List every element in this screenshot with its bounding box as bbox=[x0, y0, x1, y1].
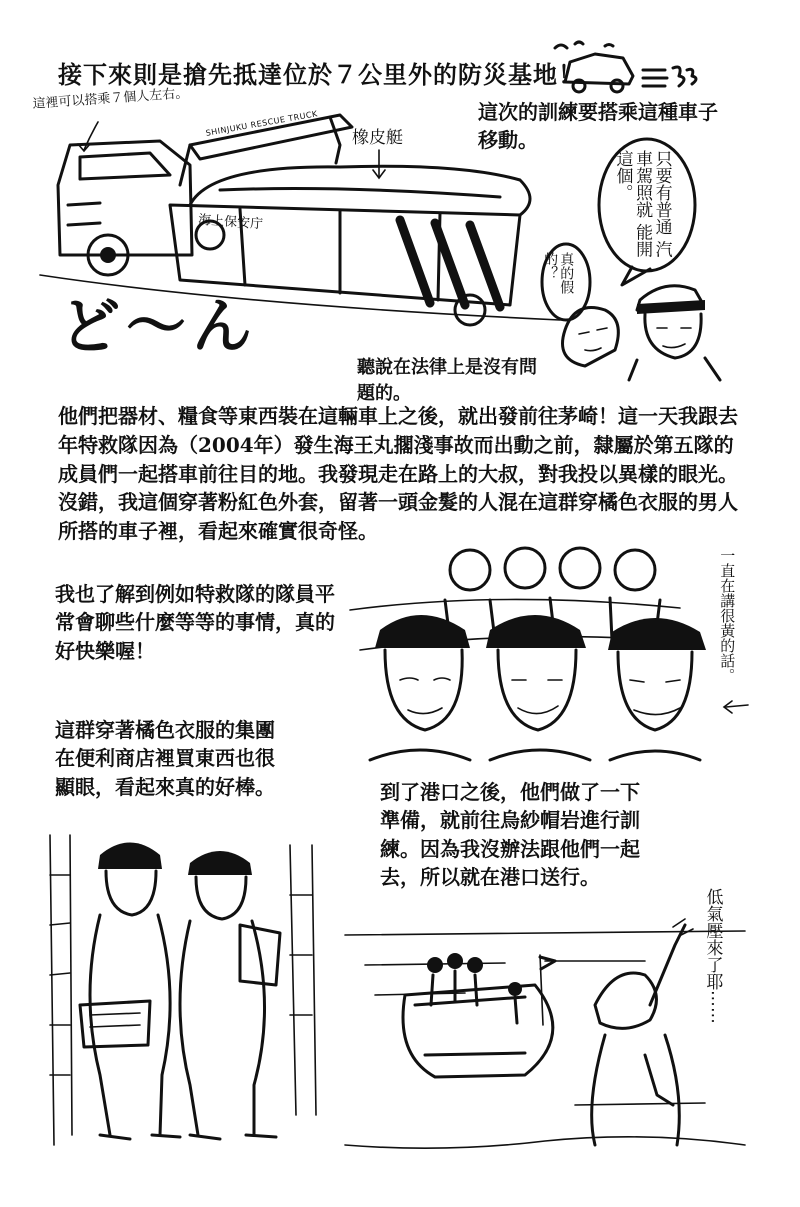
arrow-to-passenger-icon bbox=[718, 695, 758, 725]
car-doodle-icon bbox=[545, 40, 715, 100]
panel2-side-note: 一直在講很黃的話。 bbox=[718, 548, 737, 683]
crane-text: SHINJUKU RESCUE TRUCK bbox=[205, 109, 319, 138]
panel1-caption-right: 這次的訓練要搭乘這種車子移動。 bbox=[478, 100, 718, 153]
caption-legal: 聽說在法律上是沒有問題的。 bbox=[357, 357, 537, 404]
bubble-license-text bbox=[612, 150, 671, 270]
panel4-caption: 到了港口之後，他們做了一下準備，就前往烏紗帽岩進行訓練。因為我沒辦法跟他們一起去，所以就在港口送行。 bbox=[380, 780, 640, 890]
van-interior-illustration bbox=[350, 530, 720, 760]
harbor-send-off-illustration bbox=[345, 905, 745, 1165]
bubble-really-line1: 真的假 bbox=[558, 252, 575, 294]
bubble-license-line3: 能開這個。 bbox=[612, 150, 653, 258]
panel1-heading: 接下來則是搶先抵達位於７公里外的防災基地！ bbox=[58, 60, 583, 89]
sfx-truck: ど〜ん bbox=[60, 292, 258, 362]
panel2-caption: 我也了解到例如特救隊的隊員平常會聊些什麼等等的事情，真的好快樂喔！ bbox=[55, 582, 335, 663]
bubble-license-line1: 只要有普通 bbox=[651, 150, 672, 235]
main-paragraph: 他們把器材、糧食等東西裝在這輛車上之後，就出發前往茅崎！這一天我跟去年特救隊因為（2004年）發生海王丸擱淺事故而出動之前，隸屬於第五隊的成員們一起搭車前往目的地。我發現走在路上的大叔，對我投以異樣的眼光。沒錯，我這個穿著粉紅色外套，留著一頭金髮的人混在這群穿橘色衣服的男人所搭的車子裡，看起來確實很奇怪。 bbox=[58, 404, 738, 544]
bubble-license-line2: 汽車駕照就 bbox=[632, 150, 672, 258]
panel4-side-note: 低氣壓來了耶⋯⋯ bbox=[702, 888, 723, 1024]
convenience-store-illustration bbox=[40, 815, 340, 1155]
bubble-really-line2: 的？ bbox=[542, 252, 559, 280]
panel3-caption: 這群穿著橘色衣服的集團在便利商店裡買東西也很顯眼，看起來真的好棒。 bbox=[55, 718, 275, 799]
capacity-note: 這裡可以搭乘７個人左右。 bbox=[32, 86, 189, 112]
characters-author-and-officer bbox=[545, 270, 735, 380]
boat-label: 橡皮艇 bbox=[352, 128, 403, 148]
truck-side-text: 海上保安庁 bbox=[197, 212, 264, 233]
